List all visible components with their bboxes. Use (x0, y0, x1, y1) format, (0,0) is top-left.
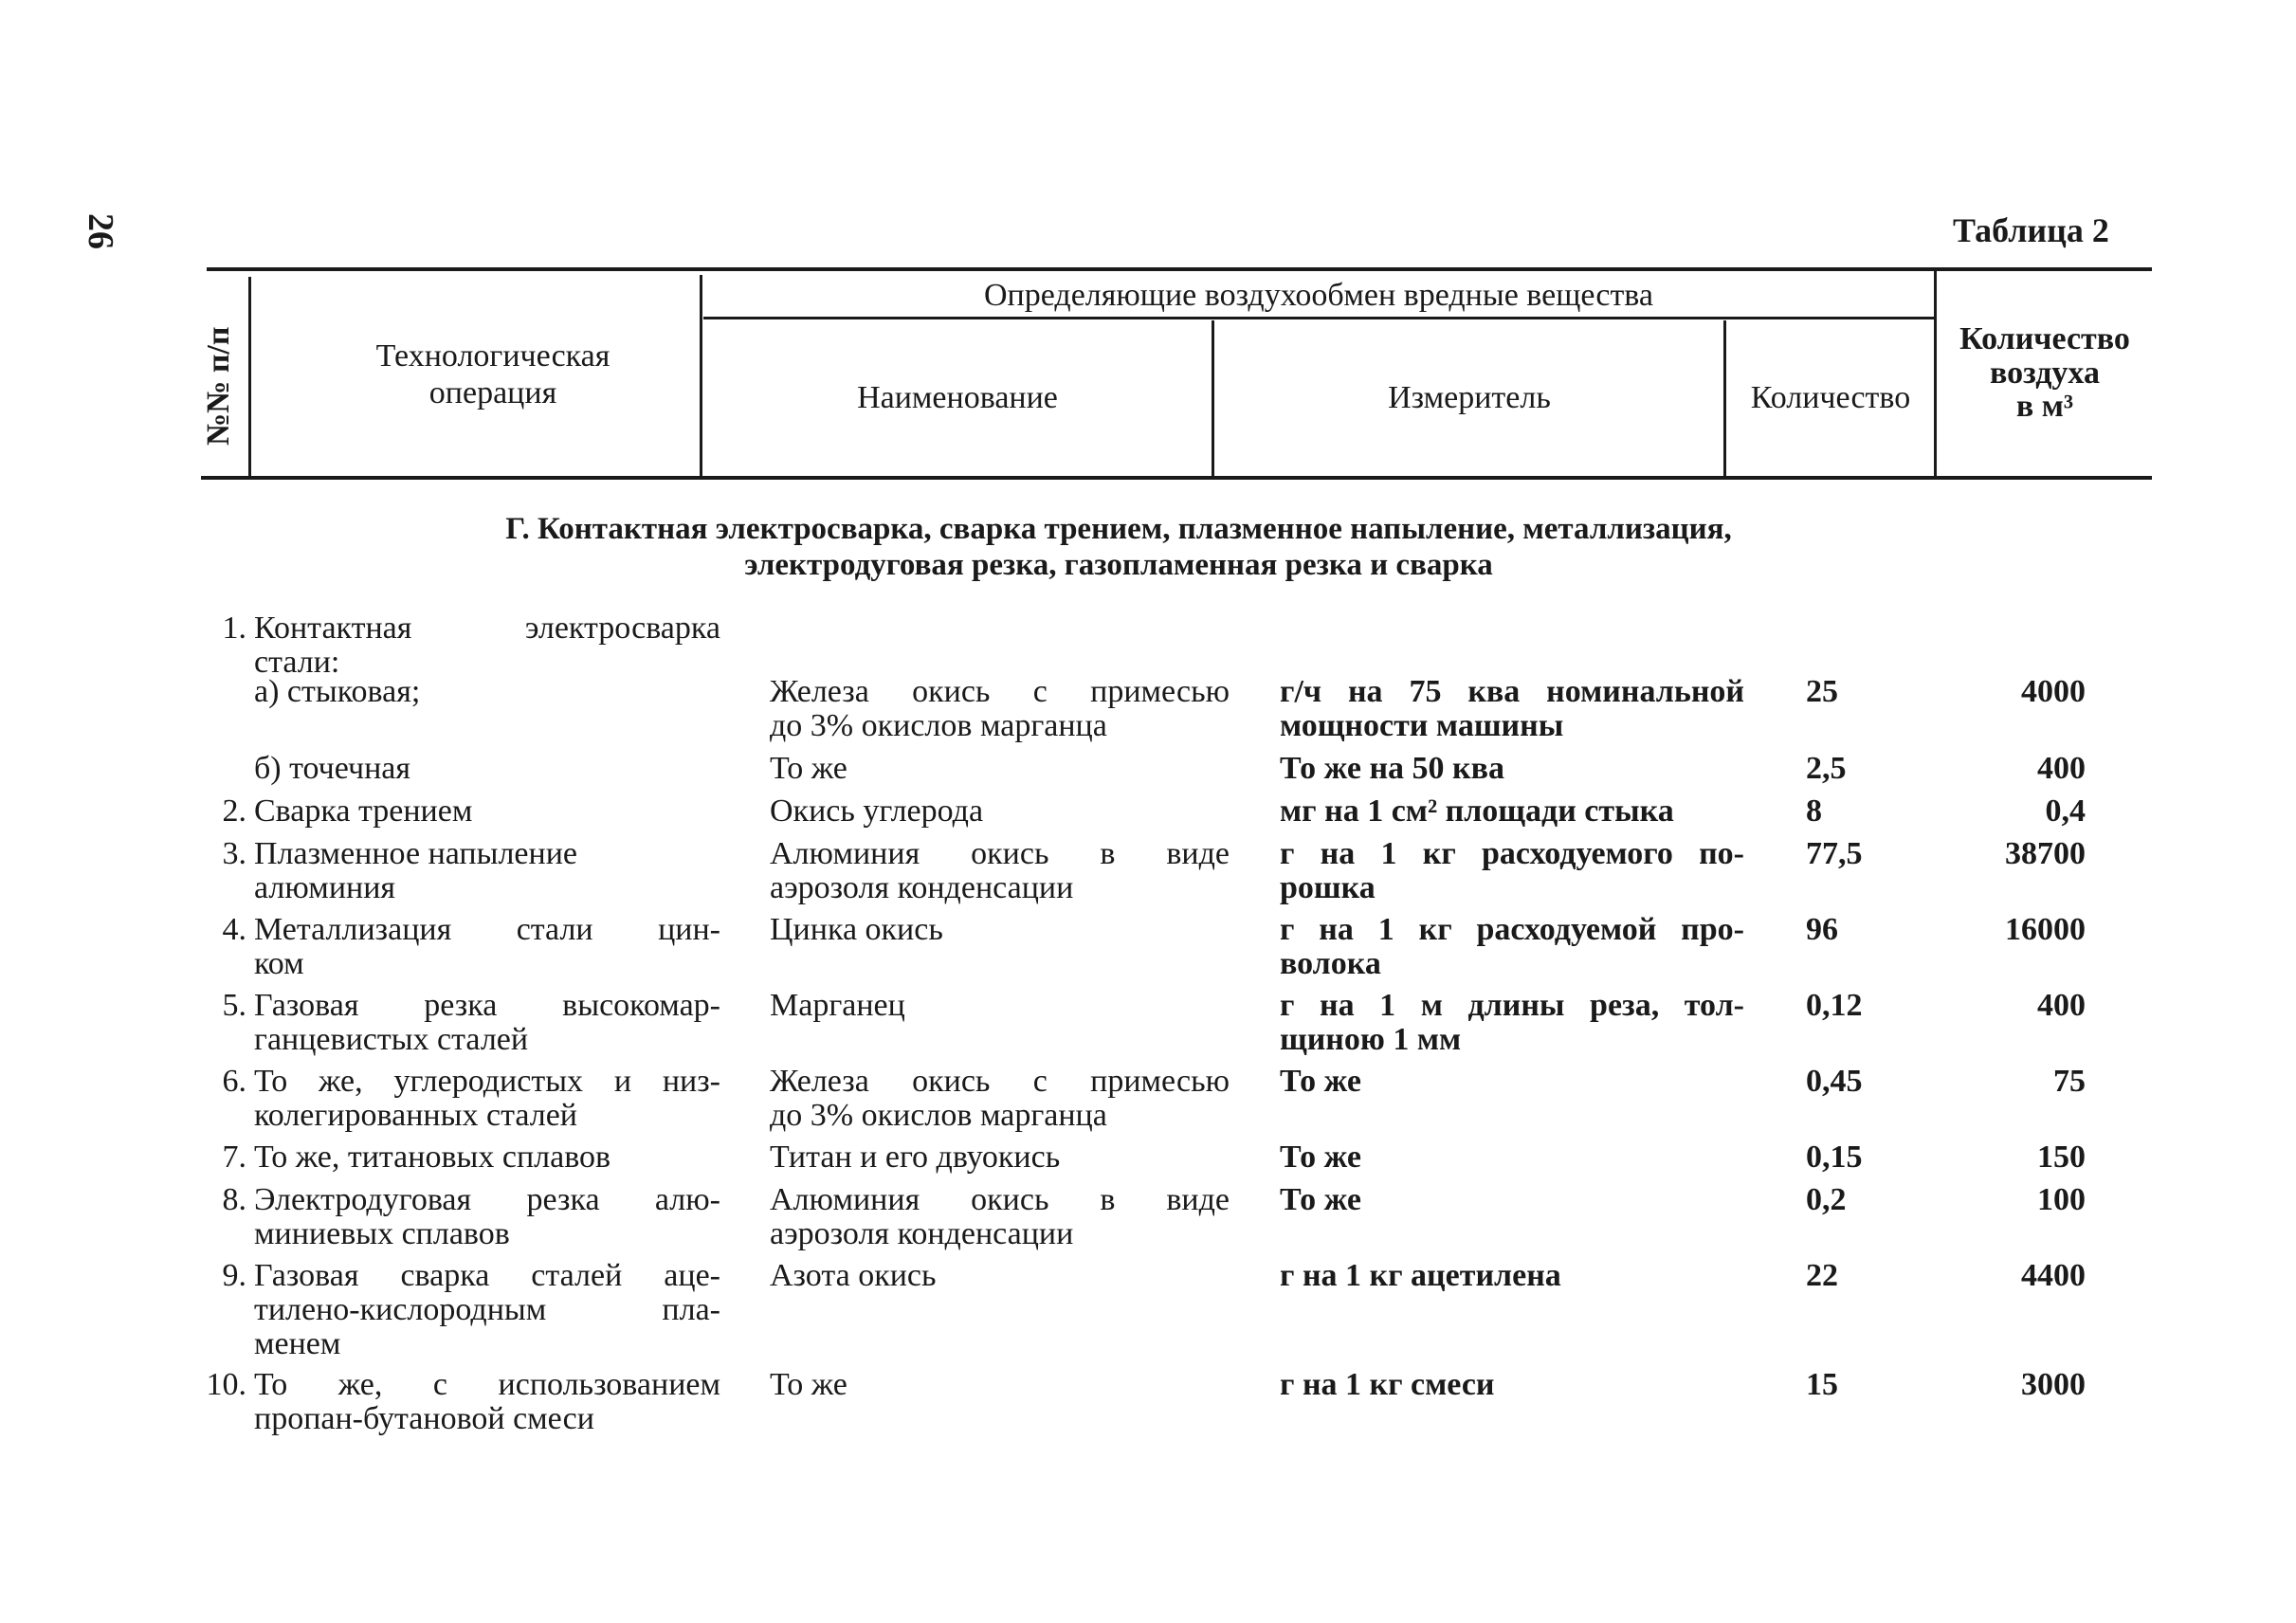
row-10-air: 3000 (2021, 1367, 2086, 1402)
divider-num (248, 277, 251, 476)
row-9-operation: 9. Газовая сварка сталей аце- тилено-кислородным пла- менем (222, 1258, 720, 1361)
header-unit: Измеритель (1388, 380, 1551, 415)
row-4-air: 16000 (2005, 912, 2086, 947)
row-6-unit: То же (1280, 1064, 1361, 1099)
row-6-quantity: 0,45 (1806, 1064, 1863, 1099)
header-air-line2: воздуха (1990, 355, 2100, 391)
header-bottom-rule (201, 476, 2152, 480)
row-3-operation: 3. Плазменное напыление алюминия (222, 836, 577, 905)
row-2-air: 0,4 (2045, 793, 2086, 829)
row-1a-name: Железа окись с примесью до 3% окислов марганца (770, 674, 1230, 743)
row-8-name: Алюминия окись в виде аэрозоля конденсации (770, 1182, 1230, 1251)
row-8-quantity: 0,2 (1806, 1182, 1847, 1217)
row-4-unit: г на 1 кг расходуемой про- волока (1280, 912, 1744, 981)
row-3-air: 38700 (2005, 836, 2086, 871)
row-10-quantity: 15 (1806, 1367, 1838, 1402)
row-1a-operation: а) стыковая; (254, 674, 421, 709)
row-2-quantity: 8 (1806, 793, 1822, 829)
row-10-unit: г на 1 кг смеси (1280, 1367, 1495, 1402)
row-10-name: То же (770, 1367, 847, 1402)
row-5-air: 400 (2037, 988, 2086, 1023)
row-1-operation: 1. Контактная электросварка стали: (180, 611, 720, 680)
group-underline (703, 317, 1934, 319)
row-1b-name: То же (770, 751, 847, 786)
row-7-air: 150 (2037, 1140, 2086, 1175)
row-7-operation: 7. То же, титановых сплавов (222, 1140, 611, 1175)
row-1b-air: 400 (2037, 751, 2086, 786)
row-1a-quantity: 25 (1806, 674, 1838, 709)
divider-name (1212, 320, 1214, 476)
divider-quantity (1934, 271, 1937, 476)
row-6-name: Железа окись с примесью до 3% окислов марганца (770, 1064, 1230, 1133)
table-label: Таблица 2 (1953, 211, 2109, 249)
header-num-column: №№ п/п (201, 326, 236, 446)
row-3-quantity: 77,5 (1806, 836, 1863, 871)
row-4-name: Цинка окись (770, 912, 943, 947)
row-5-quantity: 0,12 (1806, 988, 1863, 1023)
row-1b-quantity: 2,5 (1806, 751, 1847, 786)
row-8-air: 100 (2037, 1182, 2086, 1217)
row-5-unit: г на 1 м длины реза, тол- щиною 1 мм (1280, 988, 1744, 1057)
row-9-name: Азота окись (770, 1258, 937, 1293)
row-7-unit: То же (1280, 1140, 1361, 1175)
row-4-operation: 4. Металлизация стали цин- ком (222, 912, 720, 981)
header-air-line3: в м³ (2015, 389, 2074, 425)
row-7-name: Титан и его двуокись (770, 1140, 1061, 1175)
row-9-quantity: 22 (1806, 1258, 1838, 1293)
row-7-quantity: 0,15 (1806, 1140, 1863, 1175)
header-name: Наименование (857, 380, 1058, 415)
row-9-unit: г на 1 кг ацетилена (1280, 1258, 1561, 1293)
header-air (1938, 322, 2152, 424)
divider-unit (1723, 320, 1726, 476)
row-1a-unit: г/ч на 75 ква номинальной мощности машины (1280, 674, 1744, 743)
row-1a-air: 4000 (2021, 674, 2086, 709)
section-title (218, 512, 2019, 584)
row-8-unit: То же (1280, 1182, 1361, 1217)
row-2-name: Окись углерода (770, 793, 984, 829)
row-6-air: 75 (2053, 1064, 2086, 1099)
row-1b-operation: б) точечная (254, 751, 411, 786)
row-3-unit: г на 1 кг расходуемого по- рошка (1280, 836, 1744, 905)
row-9-air: 4400 (2021, 1258, 2086, 1293)
header-operation-line2: операция (428, 375, 557, 411)
header-top-rule (207, 267, 2152, 271)
section-title-line1: Г. Контактная электросварка, сварка трением, плазменное напыление, металлизация, (505, 512, 1732, 546)
header-group: Определяющие воздухообмен вредные вещества (984, 278, 1653, 313)
header-operation-line1: Технологическая (375, 338, 610, 374)
row-5-operation: 5. Газовая резка высокомар- ганцевистых сталей (222, 988, 720, 1057)
row-6-operation: 6. То же, углеродистых и низ- колегированных сталей (222, 1064, 720, 1133)
row-2-unit: мг на 1 см² площади стыка (1280, 793, 1674, 829)
row-2-operation: 2. Сварка трением (222, 793, 473, 829)
row-10-operation: 10. То же, с использованием пропан-бутановой смеси (206, 1367, 720, 1436)
row-8-operation: 8. Электродуговая резка алю- миниевых сплавов (222, 1182, 720, 1251)
header-air-line1: Количество (1959, 321, 2130, 356)
header-operation (284, 337, 702, 411)
row-1b-unit: То же на 50 ква (1280, 751, 1504, 786)
row-4-quantity: 96 (1806, 912, 1838, 947)
page-number: 26 (81, 213, 120, 249)
header-quantity: Количество (1750, 380, 1911, 415)
row-3-name: Алюминия окись в виде аэрозоля конденсации (770, 836, 1230, 905)
row-5-name: Марганец (770, 988, 905, 1023)
row-1-number: 1. (222, 611, 246, 646)
section-title-line2: электродуговая резка, газопламенная резка и сварка (744, 547, 1493, 582)
